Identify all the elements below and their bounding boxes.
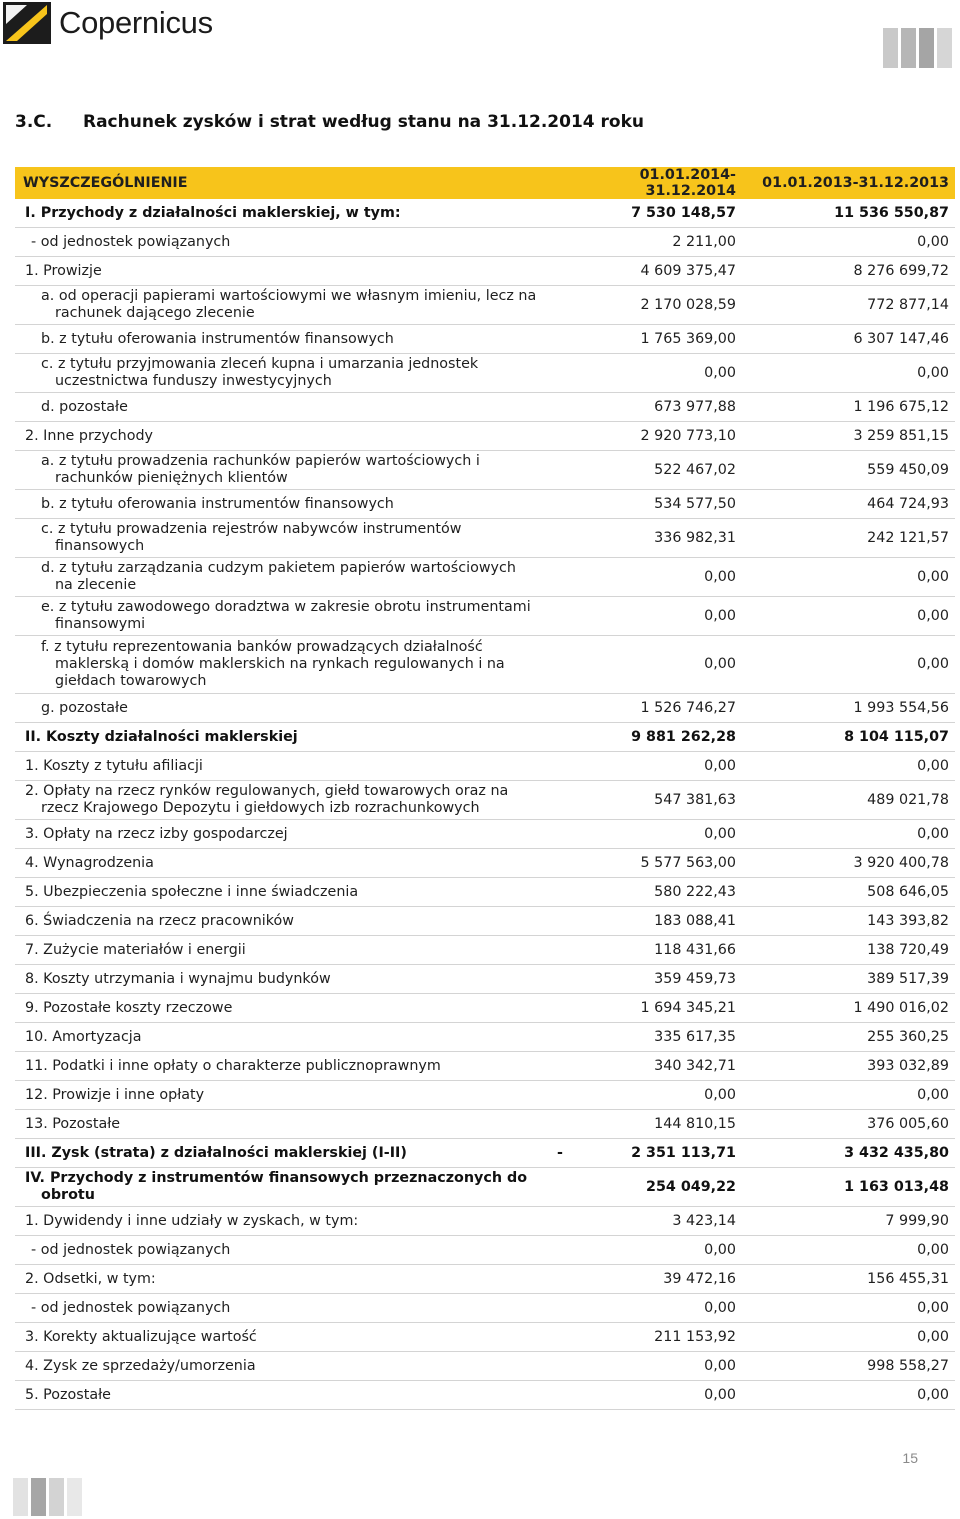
value-2013: 3 432 435,80 bbox=[742, 1139, 955, 1168]
value-2014-text: 2 351 113,71 bbox=[631, 1144, 736, 1161]
value-2014-text: 2 170 028,59 bbox=[640, 296, 736, 313]
value-2014-text: 4 609 375,47 bbox=[640, 262, 736, 279]
table-row bbox=[15, 519, 955, 558]
value-2014 bbox=[543, 1294, 742, 1323]
row-label-text: 1. Dywidendy i inne udziały w zyskach, w tym: bbox=[25, 1212, 359, 1229]
value-2014-text: 9 881 262,28 bbox=[631, 728, 736, 745]
row-label-text: - od jednostek powiązanych bbox=[31, 1241, 231, 1258]
value-2013: 255 360,25 bbox=[742, 1023, 955, 1052]
value-2013: 3 920 400,78 bbox=[742, 849, 955, 878]
income-statement-table bbox=[15, 167, 955, 1410]
value-2014 bbox=[543, 228, 742, 257]
value-2014-text: 183 088,41 bbox=[654, 912, 736, 929]
row-label-text: - od jednostek powiązanych bbox=[31, 1299, 231, 1316]
value-2014-text: 335 617,35 bbox=[654, 1028, 736, 1045]
row-label bbox=[15, 393, 543, 422]
value-2014 bbox=[543, 723, 742, 752]
value-2013: 464 724,93 bbox=[742, 490, 955, 519]
row-label-text: 3. Opłaty na rzecz izby gospodarczej bbox=[25, 825, 288, 842]
row-label bbox=[15, 1052, 543, 1081]
value-2014-text: 0,00 bbox=[704, 1357, 736, 1374]
value-2013: 8 276 699,72 bbox=[742, 257, 955, 286]
company-logo bbox=[3, 2, 213, 44]
table-row bbox=[15, 694, 955, 723]
table-row bbox=[15, 1139, 955, 1168]
value-2014 bbox=[543, 519, 742, 558]
row-label bbox=[15, 354, 543, 393]
table-row bbox=[15, 393, 955, 422]
row-label-text: 2. Odsetki, w tym: bbox=[25, 1270, 156, 1287]
value-2014-text: 580 222,43 bbox=[654, 883, 736, 900]
row-label-text: c. z tytułu prowadzenia rejestrów nabywców instrumentów finansowych bbox=[41, 521, 462, 554]
row-label bbox=[15, 519, 543, 558]
table-row bbox=[15, 451, 955, 490]
value-2013: 559 450,09 bbox=[742, 451, 955, 490]
value-2014-text: 0,00 bbox=[704, 656, 736, 672]
table-row bbox=[15, 1236, 955, 1265]
table-row bbox=[15, 907, 955, 936]
row-label bbox=[15, 558, 543, 597]
value-2013: 138 720,49 bbox=[742, 936, 955, 965]
table-row bbox=[15, 1110, 955, 1139]
value-2013: 772 877,14 bbox=[742, 286, 955, 325]
row-label-text: a. od operacji papierami wartościowymi we własnym imieniu, lecz na rachunek dającego zlecenie bbox=[41, 288, 537, 321]
row-label-text: 13. Pozostałe bbox=[25, 1115, 121, 1132]
value-2014 bbox=[543, 422, 742, 451]
value-2014-text: 7 530 148,57 bbox=[631, 204, 736, 221]
value-2013: 0,00 bbox=[742, 1236, 955, 1265]
row-label-text: 1. Koszty z tytułu afiliacji bbox=[25, 757, 203, 774]
row-label-text: 3. Korekty aktualizujące wartość bbox=[25, 1328, 257, 1345]
row-label bbox=[15, 1110, 543, 1139]
row-label-text: - od jednostek powiązanych bbox=[31, 233, 231, 250]
row-label-text: 11. Podatki i inne opłaty o charakterze publicznoprawnym bbox=[25, 1057, 441, 1074]
row-label bbox=[15, 694, 543, 723]
table-row bbox=[15, 936, 955, 965]
table-row bbox=[15, 781, 955, 820]
value-2013: 0,00 bbox=[742, 636, 955, 694]
value-2014 bbox=[543, 286, 742, 325]
row-label bbox=[15, 286, 543, 325]
row-label bbox=[15, 1323, 543, 1352]
table-row bbox=[15, 286, 955, 325]
row-label-text: 8. Koszty utrzymania i wynajmu budynków bbox=[25, 970, 331, 987]
value-2014-text: 547 381,63 bbox=[654, 791, 736, 808]
value-2014 bbox=[543, 1381, 742, 1410]
row-label bbox=[15, 228, 543, 257]
row-label-text: 4. Wynagrodzenia bbox=[25, 854, 154, 871]
value-2013: 6 307 147,46 bbox=[742, 325, 955, 354]
value-2013: 393 032,89 bbox=[742, 1052, 955, 1081]
value-2014-text: 522 467,02 bbox=[654, 461, 736, 478]
table-row bbox=[15, 878, 955, 907]
value-2014 bbox=[543, 558, 742, 597]
value-2014 bbox=[543, 781, 742, 820]
value-2013: 0,00 bbox=[742, 1323, 955, 1352]
row-label bbox=[15, 1236, 543, 1265]
table-row bbox=[15, 723, 955, 752]
row-label-text: d. pozostałe bbox=[41, 398, 128, 415]
value-2014 bbox=[543, 849, 742, 878]
row-label bbox=[15, 1294, 543, 1323]
value-2014 bbox=[543, 451, 742, 490]
row-label-text: 5. Ubezpieczenia społeczne i inne świadczenia bbox=[25, 883, 359, 900]
table-row bbox=[15, 257, 955, 286]
row-label bbox=[15, 1139, 543, 1168]
row-label-text: 1. Prowizje bbox=[25, 262, 102, 279]
value-2014-text: 1 694 345,21 bbox=[640, 999, 736, 1016]
value-2014-text: 144 810,15 bbox=[654, 1115, 736, 1132]
row-label bbox=[15, 1381, 543, 1410]
value-2014-text: 340 342,71 bbox=[654, 1057, 736, 1074]
value-2014-text: 1 765 369,00 bbox=[640, 330, 736, 347]
value-2014 bbox=[543, 1168, 742, 1207]
logo-wordmark: Copernicus bbox=[59, 5, 213, 40]
value-2013: 3 259 851,15 bbox=[742, 422, 955, 451]
table-row bbox=[15, 354, 955, 393]
value-2014 bbox=[543, 636, 742, 694]
value-2013: 0,00 bbox=[742, 1081, 955, 1110]
value-2014-text: 0,00 bbox=[704, 1086, 736, 1103]
value-2014 bbox=[543, 1110, 742, 1139]
header-decoration bbox=[883, 28, 952, 68]
table-row bbox=[15, 1168, 955, 1207]
value-2014-text: 673 977,88 bbox=[654, 398, 736, 415]
value-2014-text: 359 459,73 bbox=[654, 970, 736, 987]
row-label bbox=[15, 936, 543, 965]
value-2014-text: 336 982,31 bbox=[654, 529, 736, 546]
value-2014 bbox=[543, 490, 742, 519]
value-2013: 1 196 675,12 bbox=[742, 393, 955, 422]
value-2013: 7 999,90 bbox=[742, 1207, 955, 1236]
value-2014 bbox=[543, 878, 742, 907]
value-2014-text: 3 423,14 bbox=[672, 1212, 736, 1229]
table-row bbox=[15, 228, 955, 257]
value-2013: 0,00 bbox=[742, 1294, 955, 1323]
row-label bbox=[15, 451, 543, 490]
value-2013: 143 393,82 bbox=[742, 907, 955, 936]
value-2014 bbox=[543, 325, 742, 354]
value-2014 bbox=[543, 257, 742, 286]
value-2014 bbox=[543, 199, 742, 228]
row-label-text: b. z tytułu oferowania instrumentów finansowych bbox=[41, 495, 394, 512]
section-title-text: Rachunek zysków i strat według stanu na 31.12.2014 roku bbox=[83, 112, 645, 132]
value-2014-text: 1 526 746,27 bbox=[640, 699, 736, 716]
footer-decoration bbox=[13, 1478, 82, 1516]
value-2013: 0,00 bbox=[742, 558, 955, 597]
row-label bbox=[15, 994, 543, 1023]
table-row bbox=[15, 849, 955, 878]
row-label bbox=[15, 422, 543, 451]
value-2013: 156 455,31 bbox=[742, 1265, 955, 1294]
row-label bbox=[15, 907, 543, 936]
value-2014-text: 0,00 bbox=[704, 1299, 736, 1316]
value-2014 bbox=[543, 1023, 742, 1052]
row-label-text: III. Zysk (strata) z działalności maklerskiej (I-II) bbox=[25, 1144, 407, 1161]
value-2014-text: 0,00 bbox=[704, 1241, 736, 1258]
value-2013: 998 558,27 bbox=[742, 1352, 955, 1381]
value-2014-text: 39 472,16 bbox=[663, 1270, 736, 1287]
table-row bbox=[15, 490, 955, 519]
header-period-2014: 01.01.2014-31.12.2014 bbox=[543, 167, 742, 199]
value-2014 bbox=[543, 1323, 742, 1352]
value-2013: 1 993 554,56 bbox=[742, 694, 955, 723]
row-label bbox=[15, 1352, 543, 1381]
row-label-text: c. z tytułu przyjmowania zleceń kupna i umarzania jednostek uczestnictwa funduszy inwestycyjnych bbox=[41, 356, 479, 389]
value-2014 bbox=[543, 694, 742, 723]
value-2013: 11 536 550,87 bbox=[742, 199, 955, 228]
value-2014-text: 211 153,92 bbox=[654, 1328, 736, 1345]
table-row bbox=[15, 597, 955, 636]
value-2013: 0,00 bbox=[742, 752, 955, 781]
row-label-text: I. Przychody z działalności maklerskiej, w tym: bbox=[25, 204, 401, 221]
table-row bbox=[15, 1265, 955, 1294]
table-row bbox=[15, 636, 955, 694]
value-2014 bbox=[543, 965, 742, 994]
table-row bbox=[15, 1207, 955, 1236]
value-2014 bbox=[543, 1265, 742, 1294]
negative-sign: - bbox=[557, 1144, 563, 1161]
value-2014-text: 254 049,22 bbox=[646, 1178, 736, 1195]
table-row bbox=[15, 558, 955, 597]
table-row bbox=[15, 422, 955, 451]
value-2014 bbox=[543, 354, 742, 393]
value-2013: 508 646,05 bbox=[742, 878, 955, 907]
value-2014-text: 0,00 bbox=[704, 757, 736, 774]
row-label bbox=[15, 1168, 543, 1207]
value-2013: 1 163 013,48 bbox=[742, 1168, 955, 1207]
value-2013: 1 490 016,02 bbox=[742, 994, 955, 1023]
table-row bbox=[15, 1323, 955, 1352]
value-2014-text: 0,00 bbox=[704, 825, 736, 842]
value-2013: 376 005,60 bbox=[742, 1110, 955, 1139]
row-label bbox=[15, 636, 543, 694]
value-2014 bbox=[543, 1236, 742, 1265]
value-2014-text: 2 211,00 bbox=[672, 233, 736, 250]
value-2014-text: 2 920 773,10 bbox=[640, 427, 736, 444]
row-label bbox=[15, 1265, 543, 1294]
row-label bbox=[15, 849, 543, 878]
value-2014 bbox=[543, 936, 742, 965]
table-row bbox=[15, 1081, 955, 1110]
row-label bbox=[15, 325, 543, 354]
value-2014 bbox=[543, 994, 742, 1023]
header-period-2013: 01.01.2013-31.12.2013 bbox=[742, 167, 955, 199]
row-label-text: IV. Przychody z instrumentów finansowych przeznaczonych do obrotu bbox=[25, 1170, 528, 1203]
table-row bbox=[15, 1023, 955, 1052]
value-2014 bbox=[543, 393, 742, 422]
row-label-text: 2. Opłaty na rzecz rynków regulowanych, giełd towarowych oraz na rzecz Krajowego Depozytu i giełdowych izb rozrachunkowych bbox=[25, 783, 509, 816]
row-label bbox=[15, 723, 543, 752]
value-2013: 489 021,78 bbox=[742, 781, 955, 820]
row-label-text: f. z tytułu reprezentowania banków prowadzących działalność maklerską i domów maklerskich na rynkach regulowanych i na giełdach towarowych bbox=[41, 639, 505, 689]
row-label-text: 7. Zużycie materiałów i energii bbox=[25, 941, 246, 958]
value-2013: 389 517,39 bbox=[742, 965, 955, 994]
table-row bbox=[15, 199, 955, 228]
row-label bbox=[15, 1023, 543, 1052]
row-label bbox=[15, 597, 543, 636]
row-label bbox=[15, 752, 543, 781]
row-label bbox=[15, 820, 543, 849]
value-2013: 0,00 bbox=[742, 597, 955, 636]
row-label bbox=[15, 490, 543, 519]
value-2014-text: 0,00 bbox=[704, 607, 736, 624]
table-row bbox=[15, 994, 955, 1023]
row-label-text: 10. Amortyzacja bbox=[25, 1028, 142, 1045]
section-title bbox=[15, 112, 644, 132]
value-2014-text: 118 431,66 bbox=[654, 941, 736, 958]
header-label: WYSZCZEGÓLNIENIE bbox=[15, 167, 543, 199]
row-label bbox=[15, 257, 543, 286]
value-2014 bbox=[543, 752, 742, 781]
row-label-text: g. pozostałe bbox=[41, 699, 128, 716]
section-number: 3.C. bbox=[15, 112, 53, 132]
value-2014-text: 5 577 563,00 bbox=[640, 854, 736, 871]
row-label-text: d. z tytułu zarządzania cudzym pakietem papierów wartościowych na zlecenie bbox=[41, 560, 516, 593]
value-2014 bbox=[543, 597, 742, 636]
value-2014 bbox=[543, 1207, 742, 1236]
value-2013: 0,00 bbox=[742, 354, 955, 393]
table-row bbox=[15, 1352, 955, 1381]
value-2014 bbox=[543, 1052, 742, 1081]
value-2014 bbox=[543, 1139, 742, 1168]
row-label-text: 12. Prowizje i inne opłaty bbox=[25, 1086, 205, 1103]
value-2014-text: 534 577,50 bbox=[654, 495, 736, 512]
value-2014 bbox=[543, 907, 742, 936]
table-row bbox=[15, 1381, 955, 1410]
value-2014 bbox=[543, 820, 742, 849]
page-number: 15 bbox=[902, 1450, 918, 1466]
table-row bbox=[15, 1294, 955, 1323]
row-label bbox=[15, 199, 543, 228]
row-label-text: 9. Pozostałe koszty rzeczowe bbox=[25, 999, 233, 1016]
value-2014-text: 0,00 bbox=[704, 568, 736, 585]
row-label-text: 5. Pozostałe bbox=[25, 1386, 111, 1403]
value-2013: 242 121,57 bbox=[742, 519, 955, 558]
value-2014 bbox=[543, 1081, 742, 1110]
row-label bbox=[15, 965, 543, 994]
row-label-text: e. z tytułu zawodowego doradztwa w zakresie obrotu instrumentami finansowymi bbox=[41, 599, 531, 632]
value-2014-text: 0,00 bbox=[704, 364, 736, 381]
value-2013: 8 104 115,07 bbox=[742, 723, 955, 752]
value-2013: 0,00 bbox=[742, 228, 955, 257]
value-2013: 0,00 bbox=[742, 820, 955, 849]
table-row bbox=[15, 752, 955, 781]
table-row bbox=[15, 1052, 955, 1081]
row-label-text: II. Koszty działalności maklerskiej bbox=[25, 728, 298, 745]
row-label bbox=[15, 1081, 543, 1110]
table-row bbox=[15, 820, 955, 849]
table-row bbox=[15, 325, 955, 354]
row-label-text: 6. Świadczenia na rzecz pracowników bbox=[25, 912, 294, 929]
value-2014-text: 0,00 bbox=[704, 1386, 736, 1403]
row-label-text: 4. Zysk ze sprzedaży/umorzenia bbox=[25, 1357, 256, 1374]
table-header-row bbox=[15, 167, 955, 199]
row-label bbox=[15, 1207, 543, 1236]
row-label bbox=[15, 781, 543, 820]
table-row bbox=[15, 965, 955, 994]
row-label-text: b. z tytułu oferowania instrumentów finansowych bbox=[41, 330, 394, 347]
value-2013: 0,00 bbox=[742, 1381, 955, 1410]
row-label-text: a. z tytułu prowadzenia rachunków papierów wartościowych i rachunków pieniężnych klientów bbox=[41, 453, 480, 486]
row-label-text: 2. Inne przychody bbox=[25, 427, 153, 444]
row-label bbox=[15, 878, 543, 907]
copernicus-logo-icon bbox=[3, 2, 51, 44]
value-2014 bbox=[543, 1352, 742, 1381]
